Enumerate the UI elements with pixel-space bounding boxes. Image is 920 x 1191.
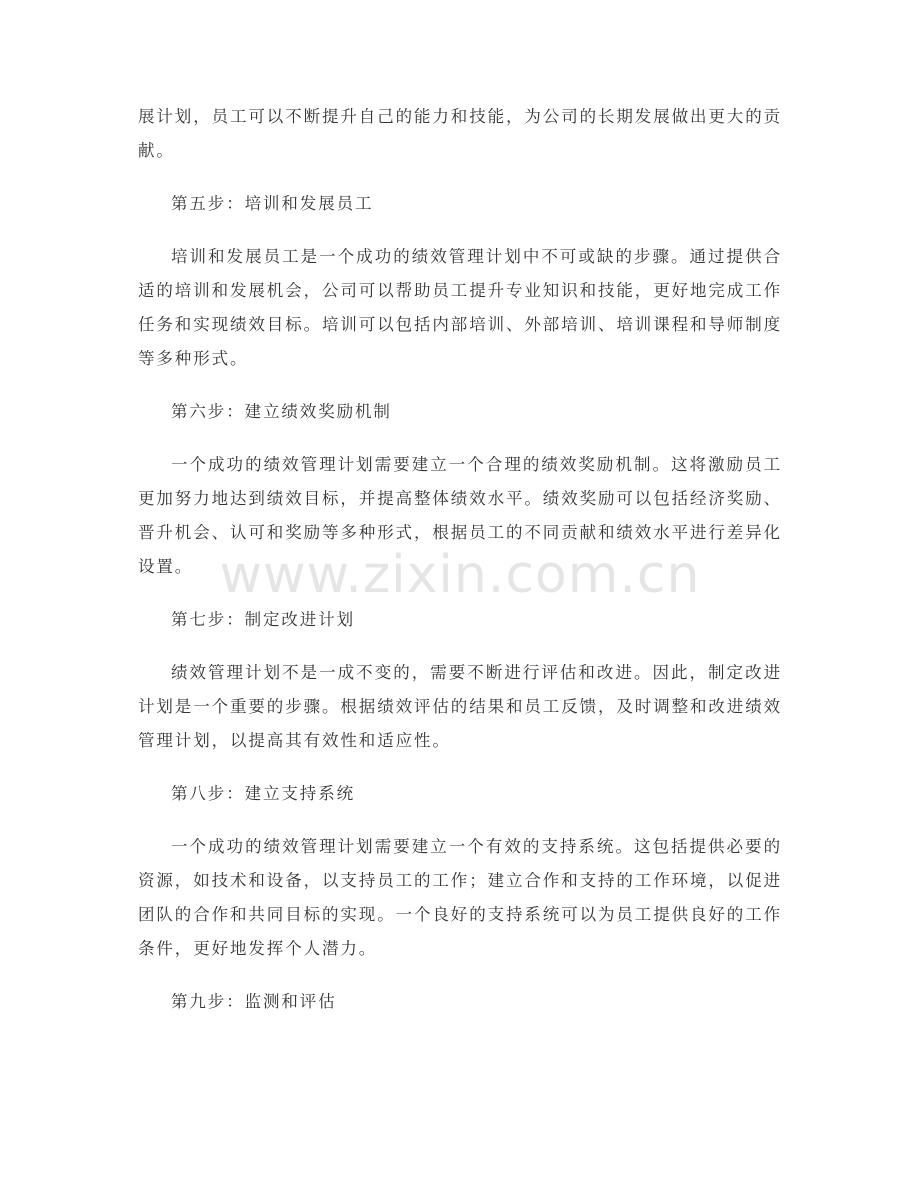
- step-5-paragraph: 培训和发展员工是一个成功的绩效管理计划中不可或缺的步骤。通过提供合适的培训和发展机会，公司可以帮助员工提升专业知识和技能，更好地完成工作任务和实现绩效目标。培训可以包括内部培训、外部培训、培训课程和导师制度等多种形式。: [138, 247, 782, 368]
- step-7-heading: 第七步：制定改进计划: [171, 610, 355, 629]
- step-6-heading: 第六步：建立绩效奖励机制: [171, 402, 392, 421]
- step-8-paragraph: 一个成功的绩效管理计划需要建立一个有效的支持系统。这包括提供必要的资源，如技术和设备，以支持员工的工作；建立合作和支持的工作环境，以促进团队的合作和共同目标的实现。一个良好的支持系统可以为员工提供良好的工作条件，更好地发挥个人潜力。: [138, 837, 782, 958]
- step-9-heading: 第九步：监测和评估: [171, 992, 337, 1011]
- watermark: www.zixin.com.cn: [219, 545, 701, 605]
- document-body: [138, 100, 782, 1019]
- step-5-heading: 第五步：培训和发展员工: [171, 194, 374, 213]
- paragraph-continued: 展计划，员工可以不断提升自己的能力和技能，为公司的长期发展做出更大的贡献。: [138, 107, 782, 160]
- step-7-paragraph: 绩效管理计划不是一成不变的，需要不断进行评估和改进。因此，制定改进计划是一个重要的步骤。根据绩效评估的结果和员工反馈，及时调整和改进绩效管理计划，以提高其有效性和适应性。: [138, 663, 782, 750]
- step-8-heading: 第八步：建立支持系统: [171, 784, 355, 803]
- step-6-paragraph: 一个成功的绩效管理计划需要建立一个合理的绩效奖励机制。这将激励员工更加努力地达到绩效目标，并提高整体绩效水平。绩效奖励可以包括经济奖励、晋升机会、认可和奖励等多种形式，根据员工的不同贡献和绩效水平进行差异化设置。: [138, 455, 782, 576]
